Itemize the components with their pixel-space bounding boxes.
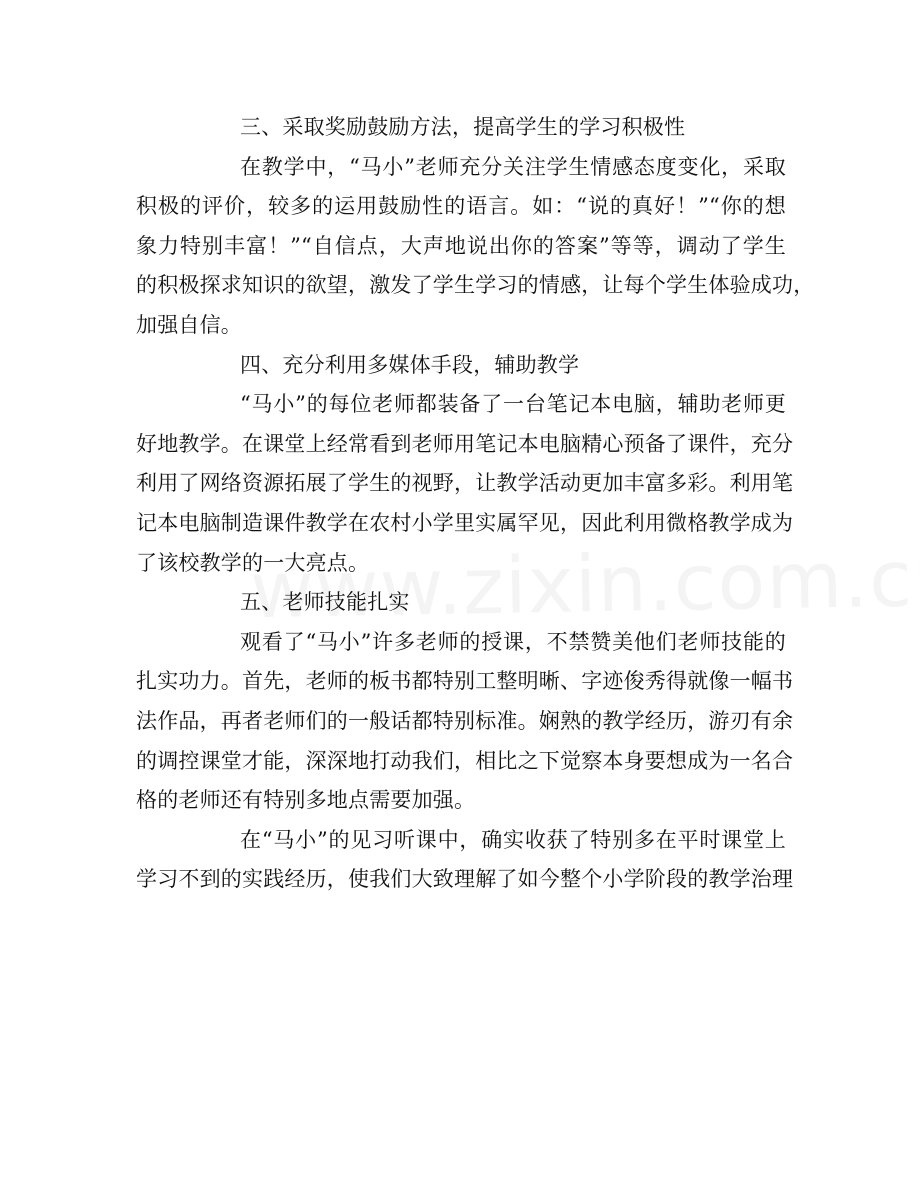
paragraph-line: 扎实功力。首先，老师的板书都特别工整明晰、字迹俊秀得就像一幅书 (136, 669, 794, 694)
paragraph-line: 的积极探求知识的欲望，激发了学生学习的情感，让每个学生体验成功， (136, 273, 815, 298)
paragraph-line: 学习不到的实践经历，使我们大致理解了如今整个小学阶段的教学治理 (136, 867, 794, 892)
paragraph-line: “马小”的每位老师都装备了一台笔记本电脑，辅助老师更 (240, 392, 786, 417)
paragraph-line: 加强自信。 (136, 312, 242, 337)
paragraph-line: 的调控课堂才能，深深地打动我们，相比之下觉察本身要想成为一名合 (136, 748, 794, 773)
paragraph-line: 格的老师还有特别多地点需要加强。 (136, 788, 476, 813)
paragraph-line: 观看了“马小”许多老师的授课，不禁赞美他们老师技能的 (240, 629, 786, 654)
paragraph-line: 了该校教学的一大亮点。 (136, 550, 370, 575)
paragraph-line: 法作品，再者老师们的一般话都特别标准。娴熟的教学经历，游刃有余 (136, 708, 794, 733)
paragraph-line: 记本电脑制造课件教学在农村小学里实属罕见，因此利用微格教学成为 (136, 510, 794, 535)
paragraph-line: 积极的评价，较多的运用鼓励性的语言。如：“说的真好！”“你的想 (136, 194, 786, 219)
paragraph-line: 象力特别丰富！”“自信点，大声地说出你的答案”等等，调动了学生 (136, 233, 786, 258)
section-heading-3: 三、采取奖励鼓励方法，提高学生的学习积极性 (240, 115, 686, 139)
section-heading-5: 五、老师技能扎实 (240, 590, 410, 615)
paragraph-line: 好地教学。在课堂上经常看到老师用笔记本电脑精心预备了课件，充分 (136, 431, 794, 456)
paragraph-line: 在教学中，“马小”老师充分关注学生情感态度变化，采取 (240, 154, 786, 179)
section-heading-4: 四、充分利用多媒体手段，辅助教学 (240, 352, 580, 377)
document-body (136, 108, 815, 900)
paragraph-line: 利用了网络资源拓展了学生的视野，让教学活动更加丰富多彩。利用笔 (136, 471, 794, 496)
paragraph-line: 在“马小”的见习听课中，确实收获了特别多在平时课堂上 (240, 827, 786, 852)
